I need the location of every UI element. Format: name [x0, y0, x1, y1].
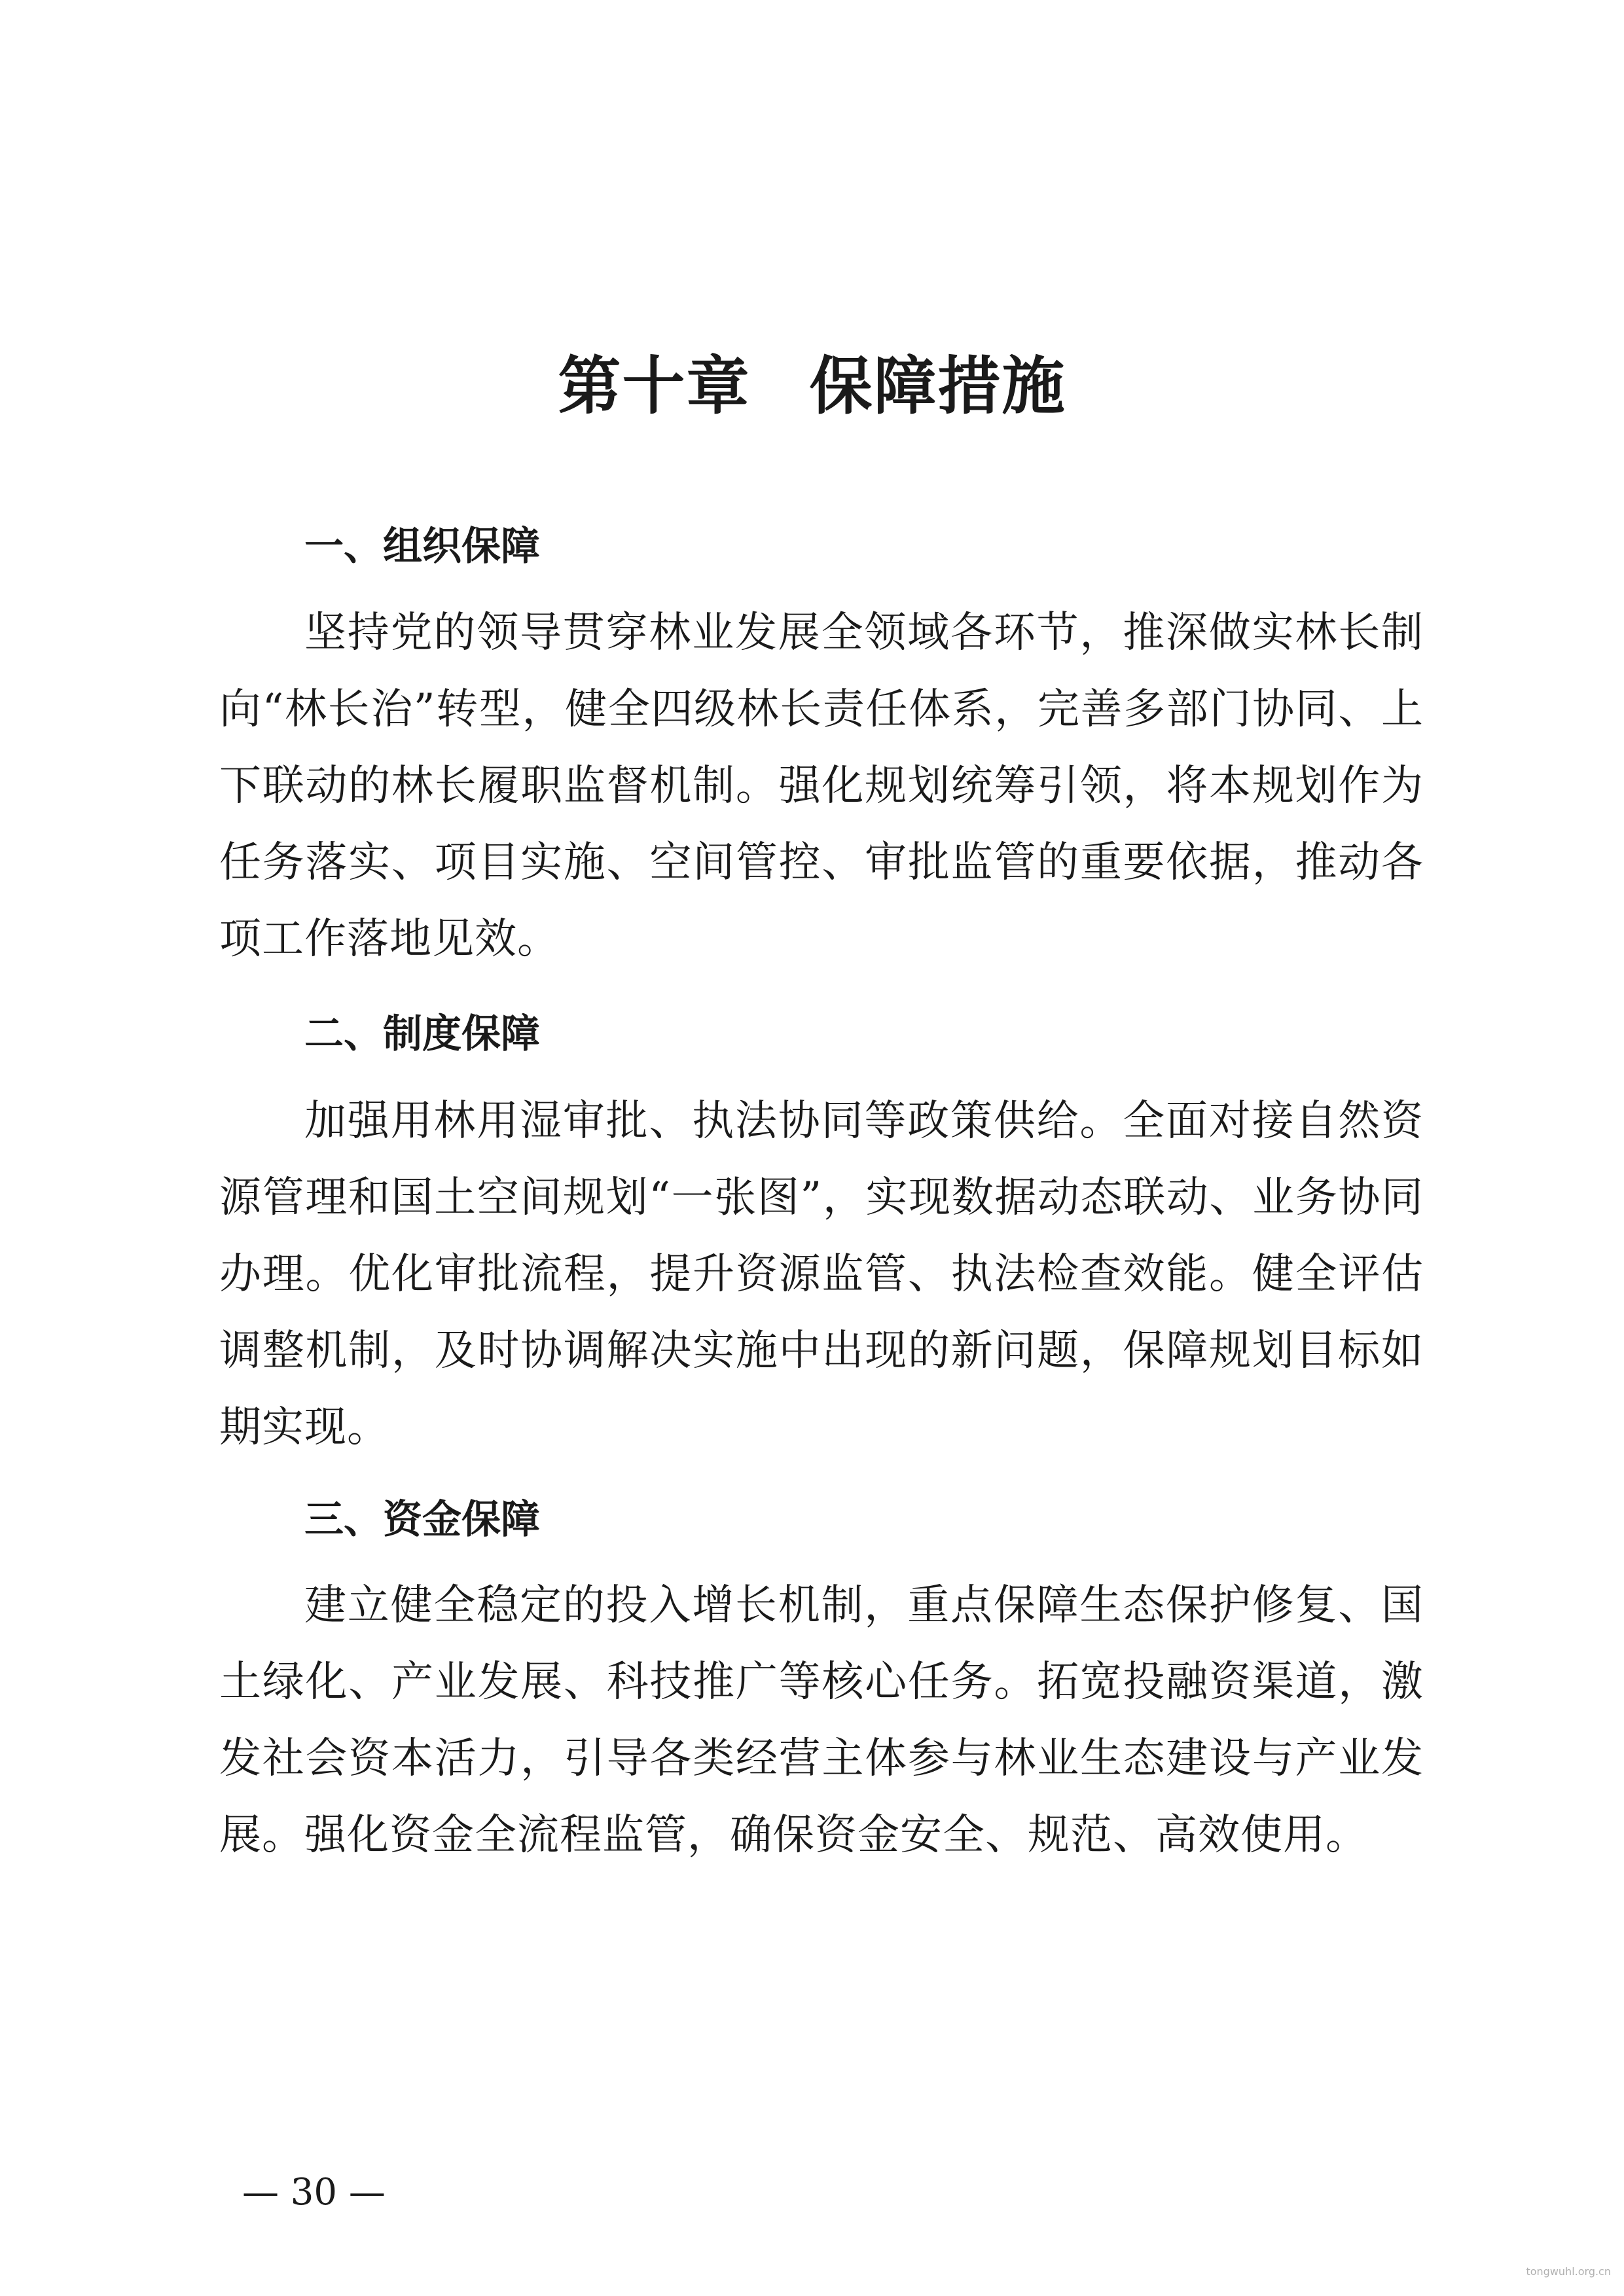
chapter-number: 第十章 — [558, 350, 751, 423]
section-heading-system: 二、制度保障 — [304, 1011, 540, 1057]
page-number: — 30 — — [242, 2171, 386, 2214]
section-body-organization: 坚持党的领导贯穿林业发展全领域各环节，推深做实林长制向“林长治”转型，健全四级林长责任体系，完善多部门协同、上下联动的林长履职监督机制。强化规划统筹引领，将本规划作为任务落实、项目实施、空间管控、审批监管的重要依据，推动各项工作落地见效。 — [219, 609, 1424, 963]
section-body-system: 加强用林用湿审批、执法协同等政策供给。全面对接自然资源管理和国土空间规划“一张图”，实现数据动态联动、业务协同办理。优化审批流程，提升资源监管、执法检查效能。健全评估调整机制，及时协调解决实施中出现的新问题，保障规划目标如期实现。 — [219, 1097, 1424, 1452]
section-heading-organization: 一、组织保障 — [304, 524, 540, 569]
section-body-funding: 建立健全稳定的投入增长机制，重点保障生态保护修复、国土绿化、产业发展、科技推广等核心任务。拓宽投融资渠道，激发社会资本活力，引导各类经营主体参与林业生态建设与产业发展。强化资金全流程监管，确保资金安全、规范、高效使用。 — [219, 1581, 1424, 1859]
watermark: tongwuhl.org.cn — [1526, 2265, 1611, 2278]
section-heading-funding: 三、资金保障 — [304, 1497, 540, 1543]
page-title — [0, 347, 1624, 425]
chapter-title: 保障措施 — [809, 350, 1066, 423]
